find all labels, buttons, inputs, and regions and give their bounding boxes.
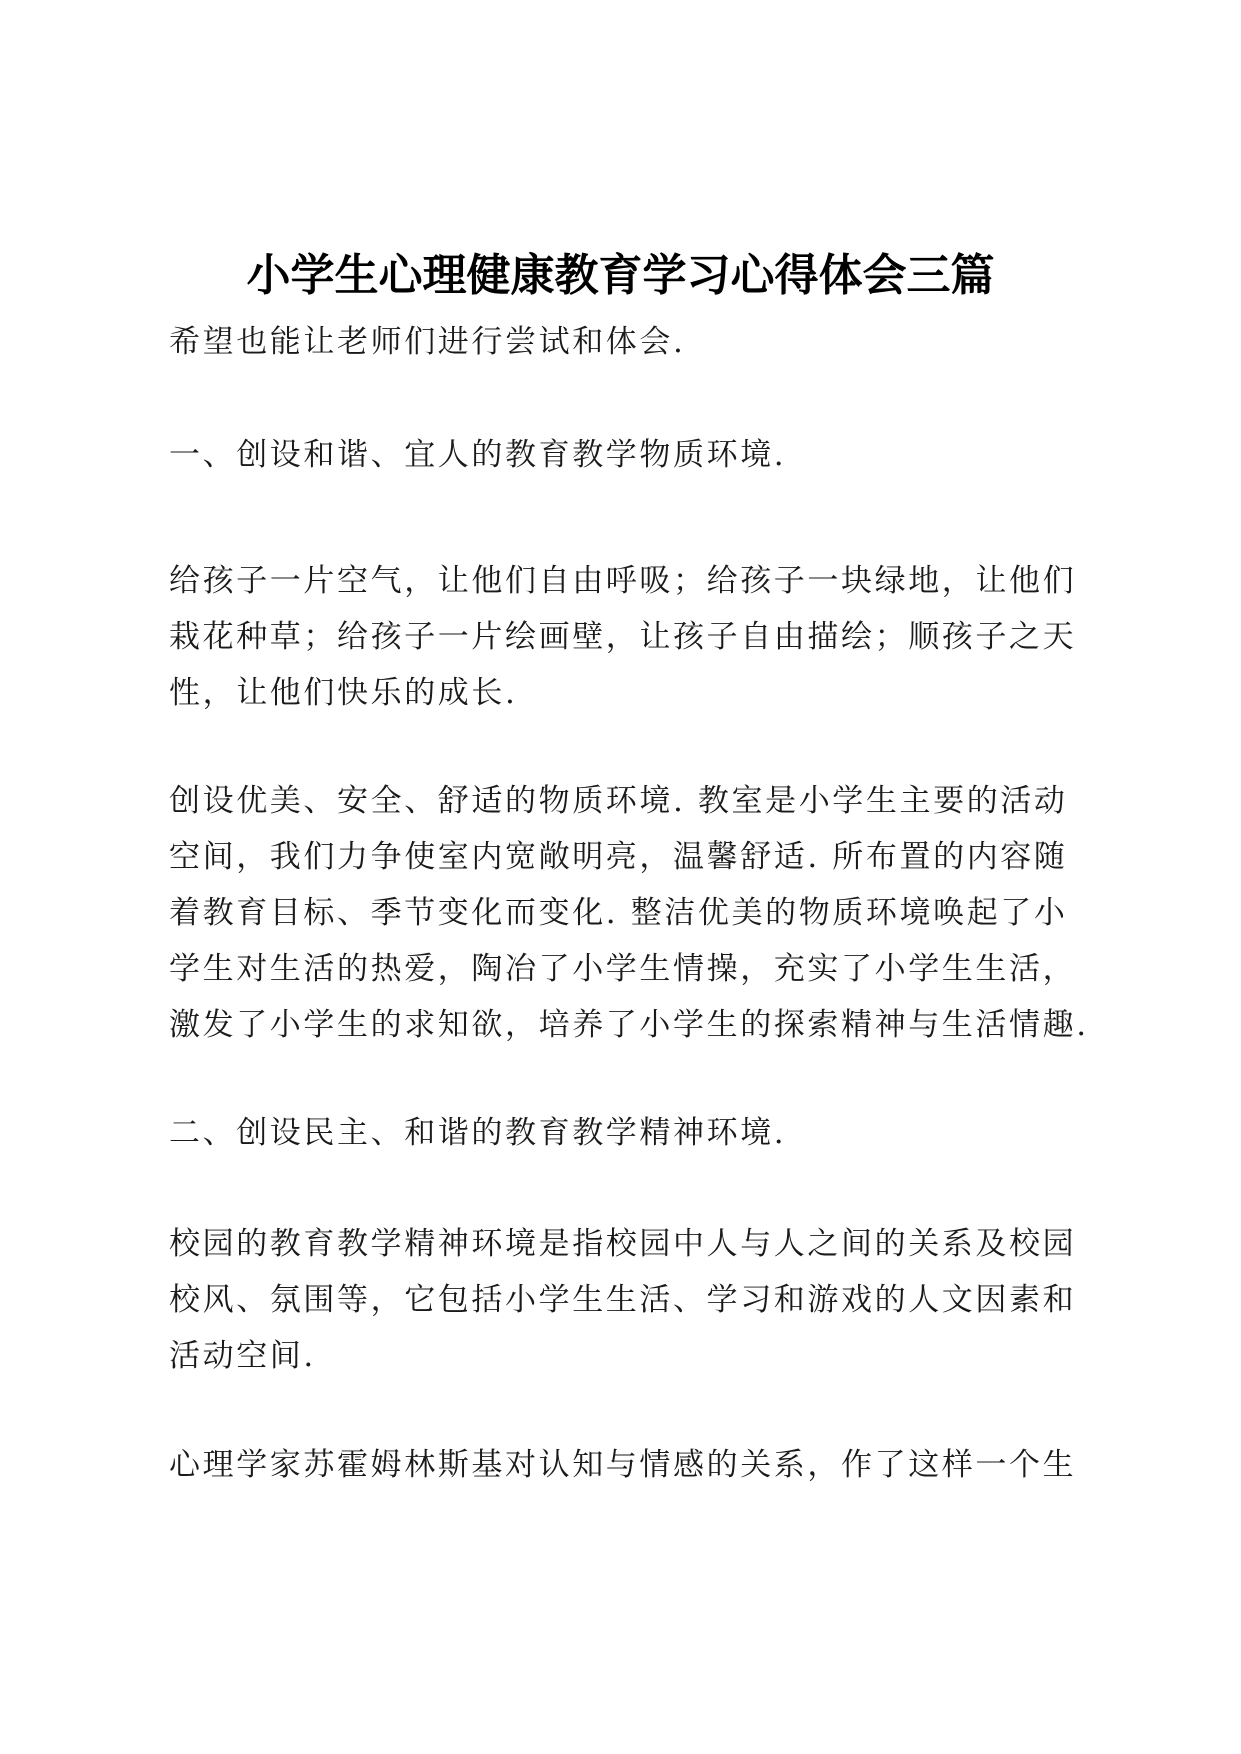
paragraph-line: 空间，我们力争使室内宽敞明亮，温馨舒适. 所布置的内容随 — [169, 839, 1068, 875]
paragraph-line: 给孩子一片空气，让他们自由呼吸；给孩子一块绿地，让他们 — [169, 563, 1077, 599]
paragraph-line: 校园的教育教学精神环境是指校园中人与人之间的关系及校园 — [169, 1226, 1077, 1262]
paragraph-spiritual-environment — [169, 1216, 1079, 1384]
paragraph-line: 性，让他们快乐的成长. — [169, 675, 518, 711]
document-title: 小学生心理健康教育学习心得体会三篇 — [246, 250, 995, 301]
paragraph-intro — [169, 314, 1079, 370]
paragraph-line: 着教育目标、季节变化而变化. 整洁优美的物质环境唤起了小 — [169, 895, 1068, 931]
paragraph-line: 激发了小学生的求知欲，培养了小学生的探索精神与生活情趣. — [169, 1007, 1089, 1043]
paragraph-line: 学生对生活的热爱，陶冶了小学生情操，充实了小学生生活， — [169, 951, 1077, 987]
heading-section-one — [169, 427, 1079, 483]
paragraph-children-nature — [169, 553, 1079, 721]
paragraph-line: 心理学家苏霍姆林斯基对认知与情感的关系，作了这样一个生 — [169, 1447, 1077, 1483]
paragraph-line: 栽花种草；给孩子一片绘画壁，让孩子自由描绘；顺孩子之天 — [169, 619, 1077, 655]
paragraph-line: 校风、氛围等，它包括小学生生活、学习和游戏的人文因素和 — [169, 1282, 1077, 1318]
paragraph-psychologist — [169, 1437, 1079, 1493]
paragraph-line: 活动空间. — [169, 1338, 316, 1374]
paragraph-line: 二、创设民主、和谐的教育教学精神环境. — [169, 1115, 787, 1151]
paragraph-line: 一、创设和谐、宜人的教育教学物质环境. — [169, 437, 787, 473]
paragraph-line: 希望也能让老师们进行尝试和体会. — [169, 324, 686, 360]
paragraph-physical-environment — [169, 773, 1089, 1053]
heading-section-two — [169, 1105, 1079, 1161]
paragraph-line: 创设优美、安全、舒适的物质环境. 教室是小学生主要的活动 — [169, 783, 1068, 819]
